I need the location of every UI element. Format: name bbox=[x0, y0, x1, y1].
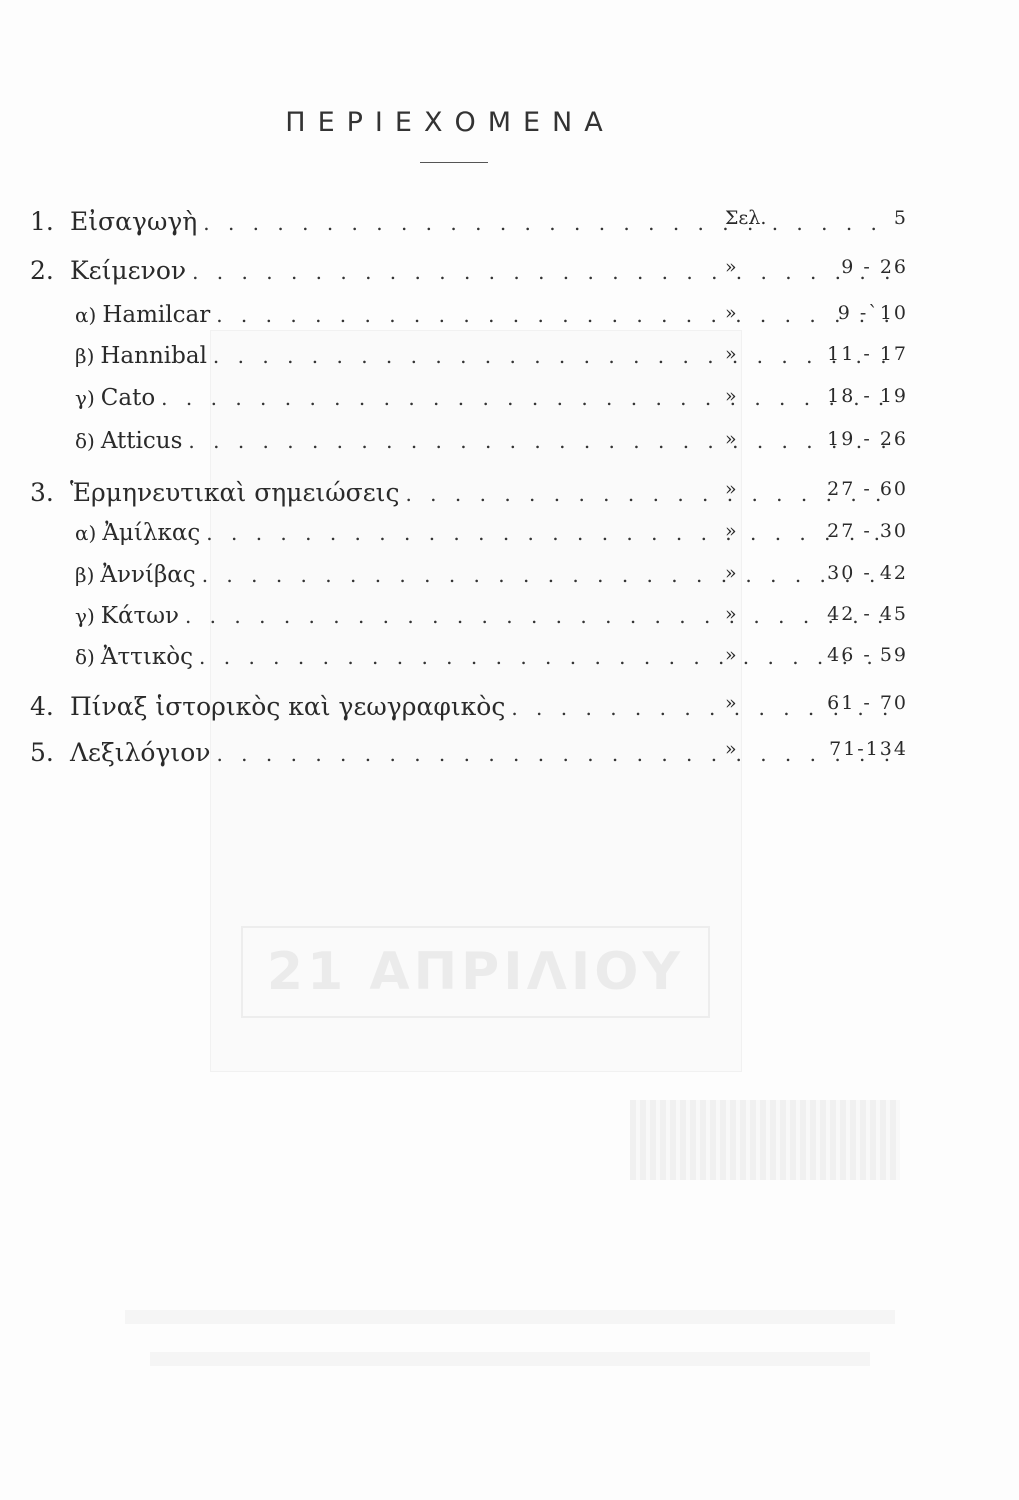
page-range: 30 - 42 bbox=[827, 562, 908, 584]
toc-entry bbox=[30, 256, 908, 292]
entry-letter: γ) bbox=[75, 604, 95, 628]
entry-title: Πίναξ ἱστορικὸς καὶ γεωγραφικὸς bbox=[70, 692, 506, 721]
page-range: 9 - 26 bbox=[841, 256, 908, 278]
entry-number: 5. bbox=[30, 738, 54, 767]
toc-entry bbox=[30, 738, 908, 774]
page-reference bbox=[725, 256, 920, 278]
toc-subentry bbox=[75, 644, 908, 680]
toc-subentry bbox=[75, 385, 908, 421]
entry-number: 3. bbox=[30, 478, 54, 507]
page-marker: » bbox=[725, 385, 737, 407]
page-range: 71-134 bbox=[829, 738, 908, 760]
entry-title: Εἰσαγωγὴ bbox=[70, 207, 198, 236]
entry-number: 2. bbox=[30, 256, 54, 285]
entry-letter: δ) bbox=[75, 645, 95, 669]
entry-title: Ἀττικὸς bbox=[100, 644, 194, 670]
toc-entry bbox=[30, 207, 908, 243]
page-range: 19 - 26 bbox=[827, 428, 908, 450]
page-marker: » bbox=[725, 478, 737, 500]
toc-subentry bbox=[75, 603, 908, 639]
page-marker: » bbox=[725, 603, 737, 625]
page-marker: » bbox=[725, 692, 737, 714]
page-reference bbox=[725, 207, 920, 229]
entry-title: Hannibal bbox=[100, 343, 207, 369]
entry-letter: α) bbox=[75, 303, 97, 327]
entry-letter: γ) bbox=[75, 386, 95, 410]
page-range: 9 -`10 bbox=[837, 302, 908, 324]
bleed-through-block bbox=[630, 1100, 900, 1180]
entry-letter: β) bbox=[75, 344, 95, 368]
entry-title: Hamilcar bbox=[102, 302, 211, 328]
page-range: 46 - 59 bbox=[827, 644, 908, 666]
page-reference bbox=[725, 520, 920, 542]
page-range: 42 - 45 bbox=[827, 603, 908, 625]
entry-title: Ἀννίβας bbox=[100, 562, 196, 588]
watermark-banner bbox=[241, 926, 710, 1018]
watermark-text: 21 ΑΠΡΙΛΙΟΥ bbox=[266, 942, 685, 1002]
toc-subentry bbox=[75, 428, 908, 464]
bleed-through-line bbox=[125, 1310, 895, 1324]
entry-letter: β) bbox=[75, 563, 95, 587]
page-marker: » bbox=[725, 738, 737, 760]
page-reference bbox=[725, 343, 920, 365]
page-range: 61 - 70 bbox=[827, 692, 908, 714]
entry-title: Κείμενον bbox=[70, 256, 187, 285]
page-reference bbox=[725, 738, 920, 760]
entry-title: Λεξιλόγιον bbox=[70, 738, 211, 767]
toc-entry bbox=[30, 692, 908, 728]
page-marker: Σελ. bbox=[725, 207, 767, 229]
entry-title: Κάτων bbox=[100, 603, 179, 629]
page-reference bbox=[725, 692, 920, 714]
entry-title: Ἀμίλκας bbox=[102, 520, 201, 546]
toc-subentry bbox=[75, 562, 908, 598]
toc-entry bbox=[30, 478, 908, 514]
page-marker: » bbox=[725, 644, 737, 666]
page-range: 27 - 60 bbox=[827, 478, 908, 500]
page-reference bbox=[725, 478, 920, 500]
page-title: ΠΕΡΙΕΧΟΜΕΝΑ bbox=[285, 107, 615, 138]
entry-title: Atticus bbox=[100, 428, 183, 454]
page-reference bbox=[725, 302, 920, 324]
toc-subentry bbox=[75, 520, 908, 556]
page-marker: » bbox=[725, 520, 737, 542]
page-reference bbox=[725, 603, 920, 625]
page-reference bbox=[725, 385, 920, 407]
entry-letter: δ) bbox=[75, 429, 95, 453]
entry-letter: α) bbox=[75, 521, 97, 545]
title-divider bbox=[420, 162, 488, 163]
toc-subentry bbox=[75, 302, 908, 338]
page-range: 18 - 19 bbox=[827, 385, 908, 407]
entry-title: Cato bbox=[100, 385, 156, 411]
page-marker: » bbox=[725, 428, 737, 450]
page-range: 11 - 17 bbox=[827, 343, 908, 365]
entry-number: 4. bbox=[30, 692, 54, 721]
page-range: 5 bbox=[893, 207, 908, 229]
page-reference bbox=[725, 428, 920, 450]
page-reference bbox=[725, 644, 920, 666]
entry-number: 1. bbox=[30, 207, 54, 236]
page-range: 27 - 30 bbox=[827, 520, 908, 542]
toc-subentry bbox=[75, 343, 908, 379]
page-reference bbox=[725, 562, 920, 584]
entry-title: Ἑρμηνευτικαὶ σημειώσεις bbox=[70, 478, 400, 507]
page-marker: » bbox=[725, 343, 737, 365]
bleed-through-line bbox=[150, 1352, 870, 1366]
page-marker: » bbox=[725, 302, 737, 324]
page-marker: » bbox=[725, 256, 737, 278]
page-marker: » bbox=[725, 562, 737, 584]
